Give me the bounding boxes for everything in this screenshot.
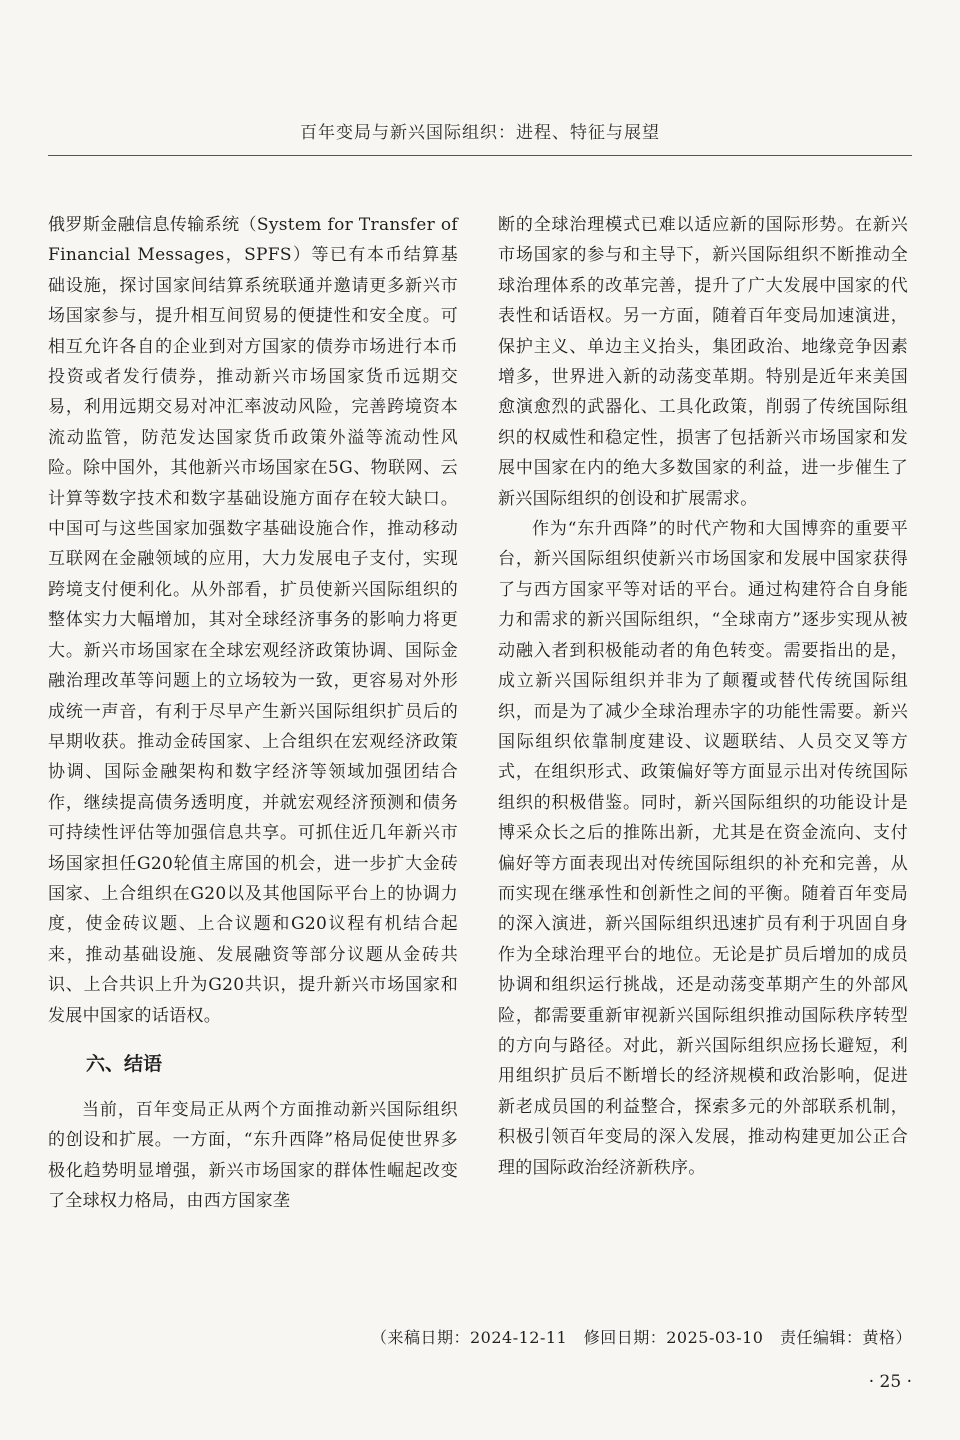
- body-paragraph: 断的全球治理模式已难以适应新的国际形势。在新兴市场国家的参与和主导下，新兴国际组织不断推动全球治理体系的改革完善，提升了广大发展中国家的代表性和话语权。另一方面，随着百年变局加速演进，保护主义、单边主义抬头，集团政治、地缘竞争因素增多，世界进入新的动荡变革期。特别是近年来美国愈演愈烈的武器化、工具化政策，削弱了传统国际组织的权威性和稳定性，损害了包括新兴市场国家和发展中国家在内的绝大多数国家的利益，进一步催生了新兴国际组织的创设和扩展需求。: [498, 215, 908, 509]
- page-number: · 25 ·: [868, 1372, 912, 1392]
- section-heading: 六、结语: [86, 1052, 163, 1075]
- left-column: [48, 210, 458, 1217]
- header-rule: [48, 155, 912, 156]
- right-column: [498, 210, 908, 1183]
- body-paragraph: 俄罗斯金融信息传输系统（System for Transfer of Financial Messages，SPFS）等已有本币结算基础设施，探讨国家间结算系统联通并邀请更多新兴市场国家参与，提升相互间贸易的便捷性和安全度。可相互允许各自的企业到对方国家的债券市场进行本币投资或者发行债券，推动新兴市场国家货币远期交易，利用远期交易对冲汇率波动风险，完善跨境资本流动监管，防范发达国家货币政策外溢等流动性风险。除中国外，其他新兴市场国家在5G、物联网、云计算等数字技术和数字基础设施方面存在较大缺口。中国可与这些国家加强数字基础设施合作，推动移动互联网在金融领域的应用，大力发展电子支付，实现跨境支付便利化。从外部看，扩员使新兴国际组织的整体实力大幅增加，其对全球经济事务的影响力将更大。新兴市场国家在全球宏观经济政策协调、国际金融治理改革等问题上的立场较为一致，更容易对外形成统一声音，有利于尽早产生新兴国际组织扩员后的早期收获。推动金砖国家、上合组织在宏观经济政策协调、国际金融架构和数字经济等领域加强团结合作，继续提高债务透明度，并就宏观经济预测和债务可持续性评估等加强信息共享。可抓住近几年新兴市场国家担任G20轮值主席国的机会，进一步扩大金砖国家、上合组织在G20以及其他国际平台上的协调力度，使金砖议题、上合议题和G20议程有机结合起来，推动基础设施、发展融资等部分议题从金砖共识、上合共识上升为G20共识，提升新兴市场国家和发展中国家的话语权。: [48, 215, 458, 1026]
- article-dates-note: （来稿日期：2024-12-11 修回日期：2025-03-10 责任编辑：黄格）: [370, 1328, 912, 1347]
- body-paragraph: 作为“东升西降”的时代产物和大国博弈的重要平台，新兴国际组织使新兴市场国家和发展中国家获得了与西方国家平等对话的平台。通过构建符合自身能力和需求的新兴国际组织，“全球南方”逐步实现从被动融入者到积极能动者的角色转变。需要指出的是，成立新兴国际组织并非为了颠覆或替代传统国际组织，而是为了减少全球治理赤字的功能性需要。新兴国际组织依靠制度建设、议题联结、人员交叉等方式，在组织形式、政策偏好等方面显示出对传统国际组织的积极借鉴。同时，新兴国际组织的功能设计是博采众长之后的推陈出新，尤其是在资金流向、支付偏好等方面表现出对传统国际组织的补充和完善，从而实现在继承性和创新性之间的平衡。随着百年变局的深入演进，新兴国际组织迅速扩员有利于巩固自身作为全球治理平台的地位。无论是扩员后增加的成员协调和组织运行挑战，还是动荡变革期产生的外部风险，都需要重新审视新兴国际组织推动国际秩序转型的方向与路径。对此，新兴国际组织应扬长避短，利用组织扩员后不断增长的经济规模和政治影响，促进新老成员国的利益整合，探索多元的外部联系机制，积极引领百年变局的深入发展，推动构建更加公正合理的国际政治经济新秩序。: [498, 519, 908, 1178]
- body-paragraph: 当前，百年变局正从两个方面推动新兴国际组织的创设和扩展。一方面，“东升西降”格局促使世界多极化趋势明显增强，新兴市场国家的群体性崛起改变了全球权力格局，由西方国家垄: [48, 1099, 458, 1212]
- running-header: 百年变局与新兴国际组织：进程、特征与展望: [300, 123, 660, 143]
